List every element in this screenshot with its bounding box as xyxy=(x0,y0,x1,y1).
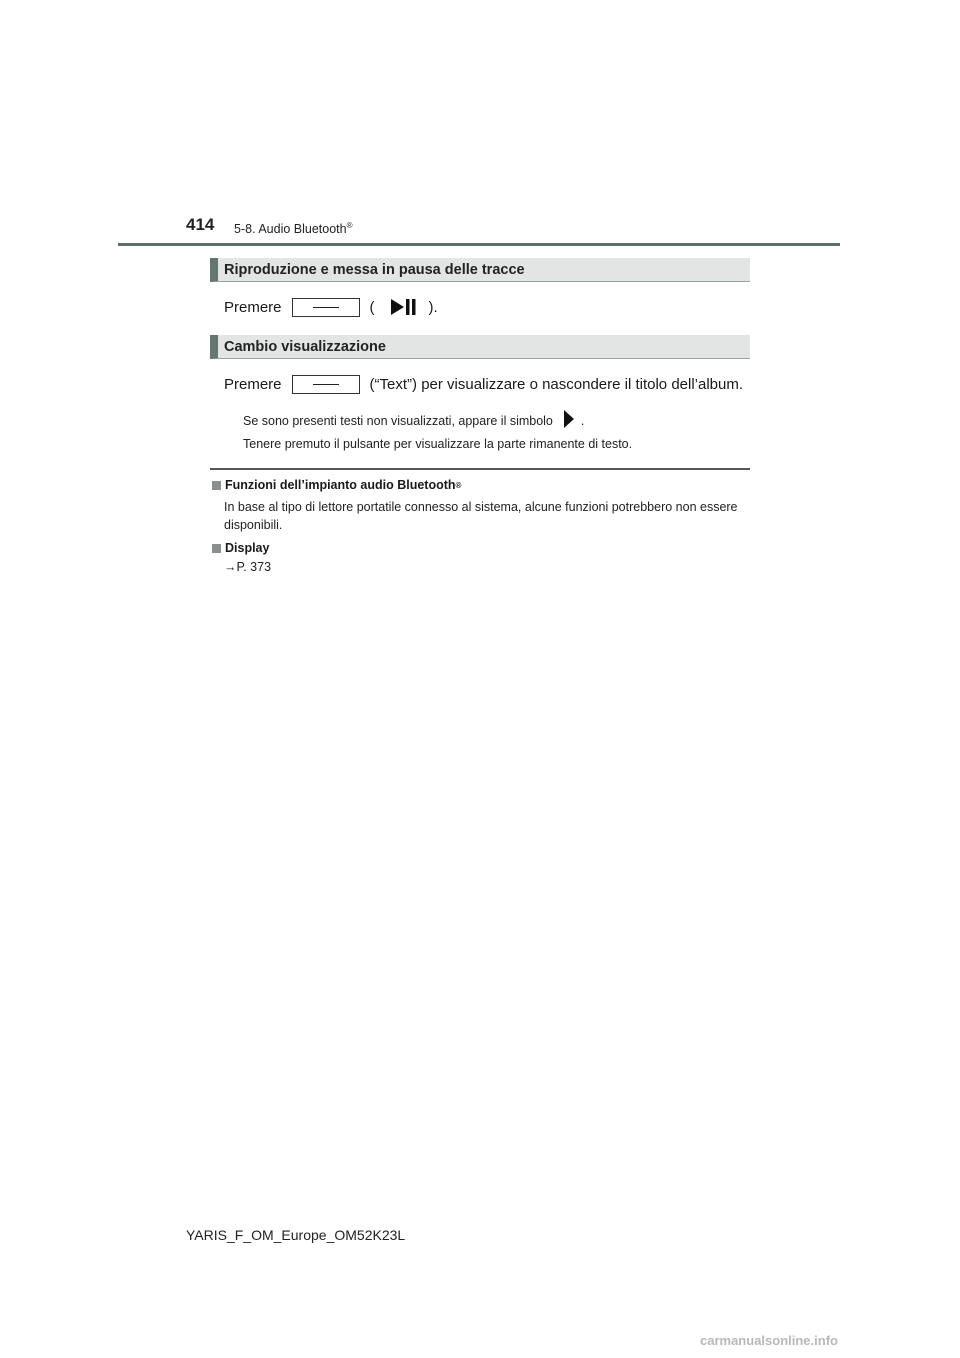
registered-mark: ® xyxy=(346,221,353,230)
document-code: YARIS_F_OM_Europe_OM52K23L xyxy=(186,1227,406,1243)
section-divider xyxy=(210,468,750,470)
info-heading-text: Funzioni dell’impianto audio Bluetooth xyxy=(225,478,456,492)
step-text-toggle xyxy=(224,374,743,394)
note-hold-button: Tenere premuto il pulsante per visualizzare la parte rimanente di testo. xyxy=(243,437,633,451)
step-prefix: Premere xyxy=(224,375,282,393)
heading-display-change xyxy=(210,335,750,359)
note-hidden-text xyxy=(243,409,584,432)
note-text: Se sono presenti testi non visualizzati, appare il simbolo xyxy=(243,413,553,428)
triangle-right-icon xyxy=(563,409,575,432)
square-bullet-icon xyxy=(212,544,221,553)
section-title xyxy=(234,221,353,236)
play-pause-icon xyxy=(389,297,417,317)
heading-playback xyxy=(210,258,750,282)
step-prefix: Premere xyxy=(224,298,282,316)
info-body-functions: In base al tipo di lettore portatile connesso al sistema, alcune funzioni potrebbero non essere disponibili. xyxy=(224,500,738,532)
button-key-box xyxy=(292,375,360,394)
paren-close: ). xyxy=(428,298,438,316)
step-play-pause xyxy=(224,297,438,317)
watermark: carmanualsonline.info xyxy=(700,1333,838,1348)
page-reference-link[interactable]: →P. 373 xyxy=(224,560,272,574)
header-divider xyxy=(118,243,840,246)
page-number: 414 xyxy=(186,215,215,234)
section-title-text: 5-8. Audio Bluetooth xyxy=(234,222,347,236)
heading-playback-text: Riproduzione e messa in pausa delle tracce xyxy=(224,261,525,278)
info-heading-display xyxy=(212,541,269,555)
step-suffix: (“Text”) per visualizzare o nascondere il titolo dell’album. xyxy=(369,375,744,393)
note-end: . xyxy=(580,413,585,428)
info-heading-functions xyxy=(212,478,461,492)
paren-open: ( xyxy=(369,298,375,316)
heading-display-change-text: Cambio visualizzazione xyxy=(224,338,386,355)
registered-mark: ® xyxy=(455,480,462,490)
info-heading-text: Display xyxy=(225,541,270,555)
button-key-box xyxy=(292,298,360,317)
square-bullet-icon xyxy=(212,481,221,490)
